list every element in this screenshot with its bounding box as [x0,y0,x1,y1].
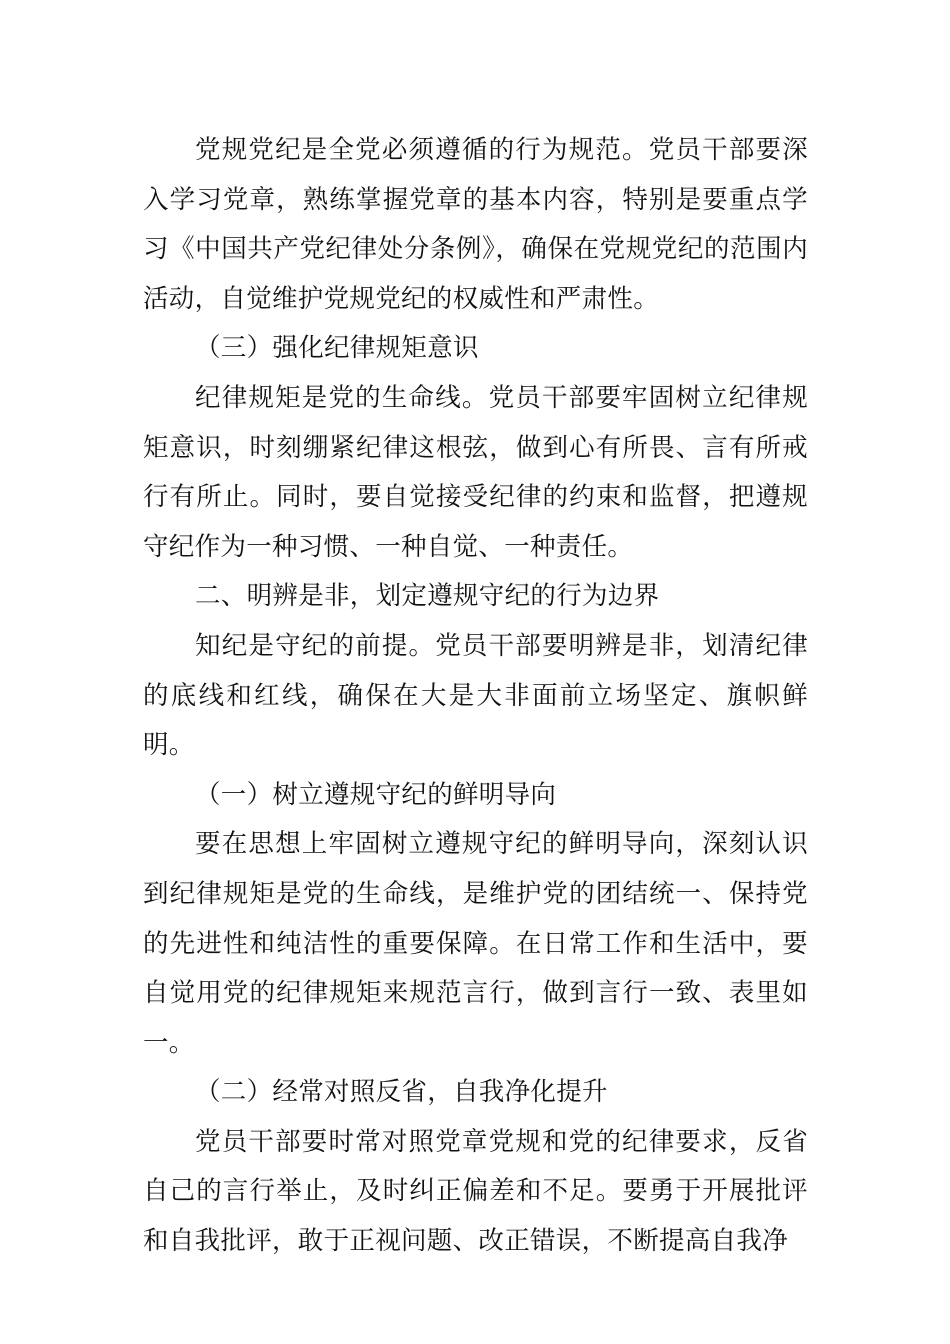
subheading-strengthen-discipline: （三）强化纪律规矩意识 [195,333,479,364]
section-heading-distinguish-right-wrong: 二、明辨是非，划定遵规守纪的行为边界 [195,581,660,612]
paragraph-self-reflection: 党员干部要时常对照党章党规和党的纪律要求，反省自己的言行举止，及时纠正偏差和不足。要勇于开展批评和自我批评，敢于正视问题、改正错误，不断提高自我净 [143,1126,808,1257]
paragraph-know-discipline: 知纪是守纪的前提。党员干部要明辨是非，划清纪律的底线和红线，确保在大是大非面前立场坚定、旗帜鲜明。 [143,630,808,761]
subheading-establish-orientation: （一）树立遵规守纪的鲜明导向 [195,779,557,810]
subheading-self-reflection: （二）经常对照反省，自我净化提升 [195,1077,608,1108]
paragraph-discipline-lifeline: 纪律规矩是党的生命线。党员干部要牢固树立纪律规矩意识，时刻绷紧纪律这根弦，做到心有所畏、言有所戒行有所止。同时，要自觉接受纪律的约束和监督，把遵规守纪作为一种习惯、一种自觉、一种责任。 [143,382,808,562]
document-body [143,126,808,1267]
paragraph-ideological-orientation: 要在思想上牢固树立遵规守纪的鲜明导向，深刻认识到纪律规矩是党的生命线，是维护党的团结统一、保持党的先进性和纯洁性的重要保障。在日常工作和生活中，要自觉用党的纪律规矩来规范言行，做到言行一致、表里如一。 [143,829,808,1058]
paragraph-party-rules: 党规党纪是全党必须遵循的行为规范。党员干部要深入学习党章，熟练掌握党章的基本内容，特别是要重点学习《中国共产党纪律处分条例》，确保在党规党纪的范围内活动，自觉维护党规党纪的权威性和严肃性。 [143,135,808,314]
